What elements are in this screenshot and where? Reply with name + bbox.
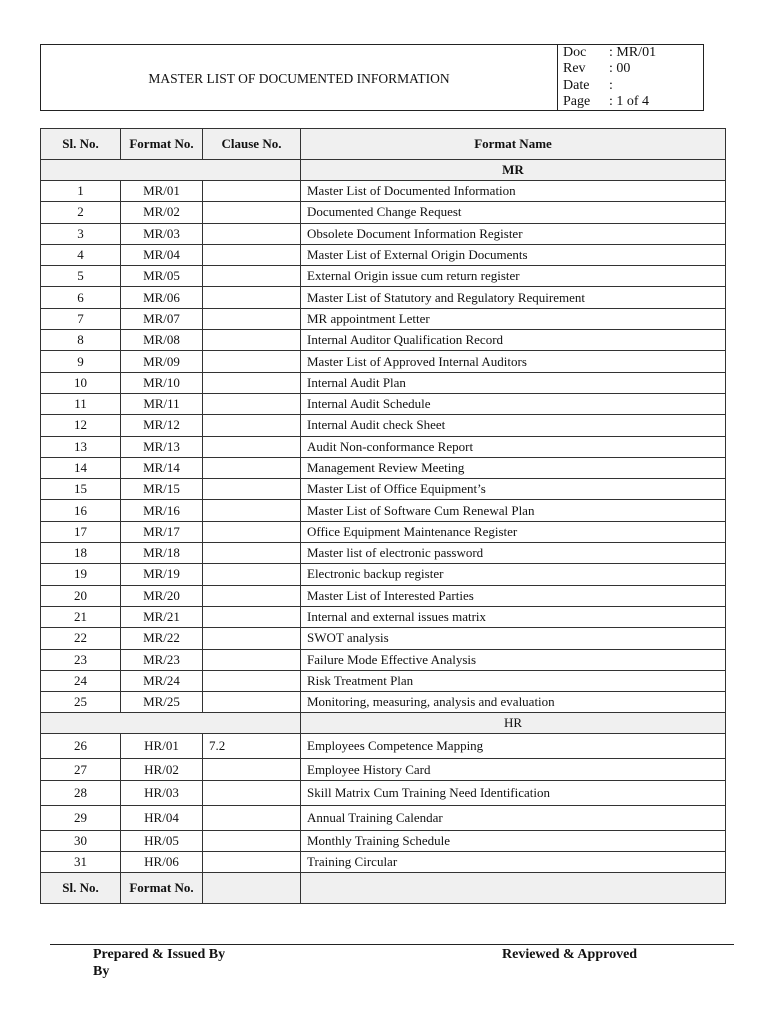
- section-name: MR: [301, 160, 726, 181]
- format-name-cell: Risk Treatment Plan: [301, 670, 726, 691]
- format-name-cell: Master List of Software Cum Renewal Plan: [301, 500, 726, 521]
- clause-no-cell: [203, 606, 301, 627]
- table-row: [41, 628, 726, 649]
- sl-no-cell: 31: [41, 852, 121, 873]
- column-header-format-name: [301, 873, 726, 904]
- table-row: [41, 543, 726, 564]
- clause-no-cell: [203, 393, 301, 414]
- table-row: [41, 521, 726, 542]
- column-header-format-name: Format Name: [301, 129, 726, 160]
- table-row: [41, 181, 726, 202]
- table-row: [41, 780, 726, 805]
- format-no-cell: MR/20: [121, 585, 203, 606]
- format-no-cell: MR/07: [121, 308, 203, 329]
- format-name-cell: Failure Mode Effective Analysis: [301, 649, 726, 670]
- meta-value: : MR/01: [609, 45, 657, 60]
- sl-no-cell: 9: [41, 351, 121, 372]
- format-name-cell: SWOT analysis: [301, 628, 726, 649]
- table-row: [41, 585, 726, 606]
- document-title: MASTER LIST OF DOCUMENTED INFORMATION: [41, 45, 558, 110]
- section-row-hr: [41, 713, 726, 734]
- sl-no-cell: 12: [41, 415, 121, 436]
- format-name-cell: Documented Change Request: [301, 202, 726, 223]
- meta-row-page: [563, 94, 699, 110]
- clause-no-cell: [203, 457, 301, 478]
- table-row: [41, 266, 726, 287]
- clause-no-cell: [203, 223, 301, 244]
- footer-divider: [50, 944, 734, 945]
- table-header-row: [41, 129, 726, 160]
- sl-no-cell: 29: [41, 805, 121, 830]
- sl-no-cell: 8: [41, 330, 121, 351]
- format-name-cell: Internal Audit check Sheet: [301, 415, 726, 436]
- format-no-cell: HR/04: [121, 805, 203, 830]
- sl-no-cell: 3: [41, 223, 121, 244]
- format-no-cell: MR/06: [121, 287, 203, 308]
- format-no-cell: MR/23: [121, 649, 203, 670]
- format-name-cell: Master List of Documented Information: [301, 181, 726, 202]
- table-body: [41, 160, 726, 873]
- table-row: [41, 457, 726, 478]
- format-name-cell: Management Review Meeting: [301, 457, 726, 478]
- section-name: HR: [301, 713, 726, 734]
- format-name-cell: Internal Audit Plan: [301, 372, 726, 393]
- clause-no-cell: [203, 852, 301, 873]
- clause-no-cell: [203, 780, 301, 805]
- format-no-cell: MR/03: [121, 223, 203, 244]
- sl-no-cell: 6: [41, 287, 121, 308]
- clause-no-cell: [203, 287, 301, 308]
- table-row: [41, 436, 726, 457]
- format-name-cell: Employee History Card: [301, 759, 726, 780]
- clause-no-cell: [203, 543, 301, 564]
- clause-no-cell: [203, 500, 301, 521]
- table-row: [41, 852, 726, 873]
- meta-value: : 1 of 4: [609, 93, 650, 109]
- format-name-cell: Master List of Office Equipment’s: [301, 479, 726, 500]
- clause-no-cell: [203, 564, 301, 585]
- format-name-cell: Monthly Training Schedule: [301, 830, 726, 851]
- section-spacer: [41, 713, 301, 734]
- column-header-clause-no: Clause No.: [203, 129, 301, 160]
- format-no-cell: MR/22: [121, 628, 203, 649]
- table-row: [41, 805, 726, 830]
- format-no-cell: MR/15: [121, 479, 203, 500]
- table-row: [41, 244, 726, 265]
- format-name-cell: Employees Competence Mapping: [301, 734, 726, 759]
- column-header-clause-no: [203, 873, 301, 904]
- table-row: [41, 287, 726, 308]
- table-row: [41, 308, 726, 329]
- format-name-cell: Electronic backup register: [301, 564, 726, 585]
- table-row: [41, 830, 726, 851]
- document-meta: [558, 45, 703, 110]
- table-row: [41, 393, 726, 414]
- sl-no-cell: 11: [41, 393, 121, 414]
- table-row: [41, 415, 726, 436]
- clause-no-cell: [203, 521, 301, 542]
- format-no-cell: MR/08: [121, 330, 203, 351]
- clause-no-cell: [203, 244, 301, 265]
- format-name-cell: Master list of electronic password: [301, 543, 726, 564]
- sl-no-cell: 25: [41, 692, 121, 713]
- sl-no-cell: 18: [41, 543, 121, 564]
- clause-no-cell: [203, 649, 301, 670]
- meta-row-doc: [563, 45, 699, 61]
- sl-no-cell: 27: [41, 759, 121, 780]
- column-header-sl-no: Sl. No.: [41, 873, 121, 904]
- sl-no-cell: 19: [41, 564, 121, 585]
- document-header: [40, 44, 704, 111]
- format-name-cell: Internal Audit Schedule: [301, 393, 726, 414]
- clause-no-cell: [203, 181, 301, 202]
- format-no-cell: MR/13: [121, 436, 203, 457]
- sl-no-cell: 7: [41, 308, 121, 329]
- column-header-format-no: Format No.: [121, 129, 203, 160]
- clause-no-cell: [203, 805, 301, 830]
- clause-no-cell: 7.2: [203, 734, 301, 759]
- format-name-cell: Master List of Statutory and Regulatory Requirement: [301, 287, 726, 308]
- format-no-cell: MR/24: [121, 670, 203, 691]
- clause-no-cell: [203, 415, 301, 436]
- clause-no-cell: [203, 759, 301, 780]
- meta-label: Date: [563, 77, 590, 93]
- table-row: [41, 670, 726, 691]
- table-row: [41, 479, 726, 500]
- documents-table: [40, 128, 726, 904]
- format-name-cell: Annual Training Calendar: [301, 805, 726, 830]
- sl-no-cell: 1: [41, 181, 121, 202]
- format-name-cell: Audit Non-conformance Report: [301, 436, 726, 457]
- sl-no-cell: 22: [41, 628, 121, 649]
- format-no-cell: MR/12: [121, 415, 203, 436]
- column-header-format-no: Format No.: [121, 873, 203, 904]
- format-no-cell: MR/05: [121, 266, 203, 287]
- clause-no-cell: [203, 830, 301, 851]
- clause-no-cell: [203, 351, 301, 372]
- format-no-cell: MR/17: [121, 521, 203, 542]
- table-row: [41, 734, 726, 759]
- sl-no-cell: 2: [41, 202, 121, 223]
- meta-row-rev: [563, 61, 699, 77]
- clause-no-cell: [203, 585, 301, 606]
- clause-no-cell: [203, 330, 301, 351]
- format-name-cell: Monitoring, measuring, analysis and evaluation: [301, 692, 726, 713]
- format-no-cell: HR/01: [121, 734, 203, 759]
- table-row: [41, 759, 726, 780]
- sl-no-cell: 30: [41, 830, 121, 851]
- format-no-cell: MR/25: [121, 692, 203, 713]
- sl-no-cell: 16: [41, 500, 121, 521]
- clause-no-cell: [203, 202, 301, 223]
- format-no-cell: MR/14: [121, 457, 203, 478]
- format-name-cell: External Origin issue cum return register: [301, 266, 726, 287]
- clause-no-cell: [203, 436, 301, 457]
- sl-no-cell: 17: [41, 521, 121, 542]
- clause-no-cell: [203, 692, 301, 713]
- table-row: [41, 202, 726, 223]
- clause-no-cell: [203, 308, 301, 329]
- sl-no-cell: 28: [41, 780, 121, 805]
- format-no-cell: MR/16: [121, 500, 203, 521]
- format-no-cell: MR/04: [121, 244, 203, 265]
- sl-no-cell: 24: [41, 670, 121, 691]
- meta-row-date: [563, 78, 699, 94]
- format-no-cell: MR/11: [121, 393, 203, 414]
- meta-label: Page: [563, 93, 591, 109]
- format-no-cell: MR/02: [121, 202, 203, 223]
- format-no-cell: HR/03: [121, 780, 203, 805]
- format-name-cell: Training Circular: [301, 852, 726, 873]
- sl-no-cell: 26: [41, 734, 121, 759]
- column-header-sl-no: Sl. No.: [41, 129, 121, 160]
- table-row: [41, 692, 726, 713]
- sl-no-cell: 4: [41, 244, 121, 265]
- format-no-cell: MR/18: [121, 543, 203, 564]
- format-no-cell: MR/09: [121, 351, 203, 372]
- table-repeat-header-row: [41, 873, 726, 904]
- clause-no-cell: [203, 372, 301, 393]
- format-name-cell: Internal and external issues matrix: [301, 606, 726, 627]
- format-no-cell: HR/05: [121, 830, 203, 851]
- format-no-cell: MR/10: [121, 372, 203, 393]
- meta-label: Doc: [563, 45, 587, 60]
- sl-no-cell: 15: [41, 479, 121, 500]
- table-row: [41, 649, 726, 670]
- sl-no-cell: 21: [41, 606, 121, 627]
- format-name-cell: Internal Auditor Qualification Record: [301, 330, 726, 351]
- meta-value: : 00: [609, 61, 631, 77]
- meta-label: Rev: [563, 61, 586, 77]
- format-name-cell: Office Equipment Maintenance Register: [301, 521, 726, 542]
- format-name-cell: Master List of Approved Internal Auditors: [301, 351, 726, 372]
- sl-no-cell: 23: [41, 649, 121, 670]
- sl-no-cell: 10: [41, 372, 121, 393]
- clause-no-cell: [203, 670, 301, 691]
- clause-no-cell: [203, 479, 301, 500]
- format-name-cell: Master List of Interested Parties: [301, 585, 726, 606]
- reviewed-by-label: Reviewed & Approved: [502, 947, 638, 962]
- sl-no-cell: 13: [41, 436, 121, 457]
- table-row: [41, 606, 726, 627]
- section-spacer: [41, 160, 301, 181]
- sl-no-cell: 20: [41, 585, 121, 606]
- format-name-cell: Obsolete Document Information Register: [301, 223, 726, 244]
- format-name-cell: Master List of External Origin Documents: [301, 244, 726, 265]
- format-name-cell: MR appointment Letter: [301, 308, 726, 329]
- format-no-cell: HR/06: [121, 852, 203, 873]
- section-row-mr: [41, 160, 726, 181]
- format-no-cell: HR/02: [121, 759, 203, 780]
- format-name-cell: Skill Matrix Cum Training Need Identification: [301, 780, 726, 805]
- format-no-cell: MR/21: [121, 606, 203, 627]
- table-row: [41, 330, 726, 351]
- meta-value: :: [609, 77, 613, 93]
- clause-no-cell: [203, 266, 301, 287]
- table-row: [41, 351, 726, 372]
- table-row: [41, 564, 726, 585]
- prepared-by-label: Prepared & Issued By By: [93, 947, 226, 979]
- clause-no-cell: [203, 628, 301, 649]
- sl-no-cell: 14: [41, 457, 121, 478]
- table-row: [41, 372, 726, 393]
- table-row: [41, 500, 726, 521]
- table-row: [41, 223, 726, 244]
- format-no-cell: MR/19: [121, 564, 203, 585]
- sl-no-cell: 5: [41, 266, 121, 287]
- format-no-cell: MR/01: [121, 181, 203, 202]
